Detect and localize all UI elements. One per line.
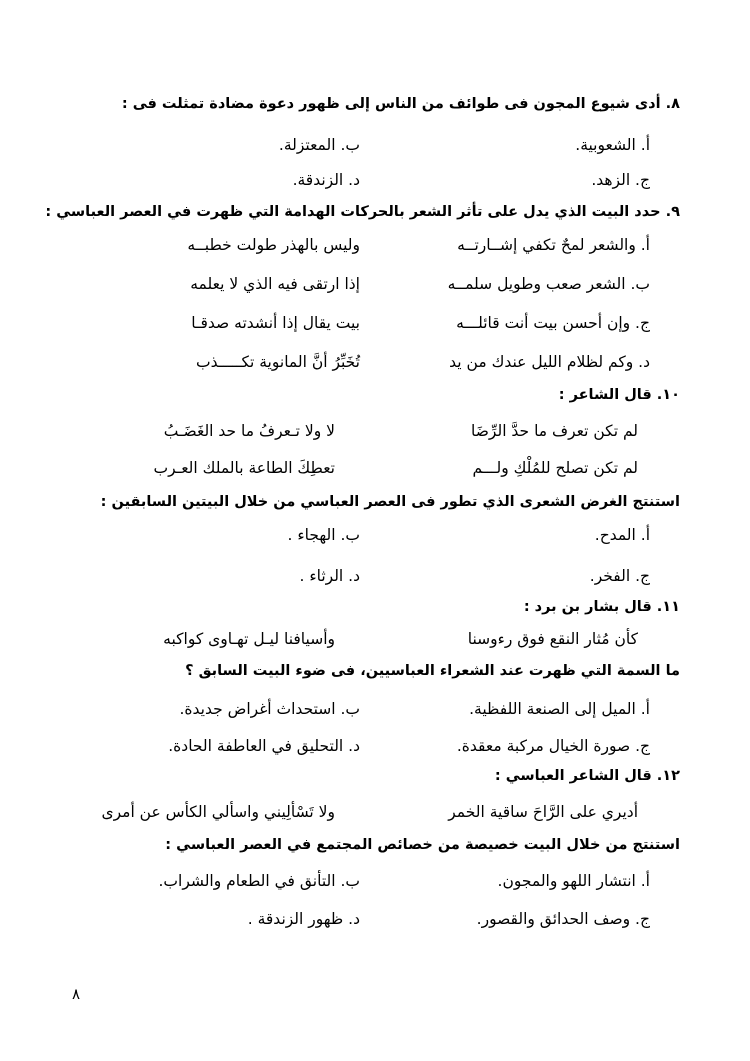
q10-options-row-1 bbox=[60, 522, 680, 548]
question-11-heading: ١١. قال بشار بن برد : bbox=[523, 599, 680, 615]
q8-option-b[interactable]: ب. المعتزلة. bbox=[278, 136, 360, 154]
q8-option-d[interactable]: د. الزندقة. bbox=[292, 171, 360, 189]
q12-option-c[interactable]: ج. وصف الحدائق والقصور. bbox=[476, 910, 650, 928]
q9-option-c-second-hemistich: بيت يقال إذا أنشدته صدقـا bbox=[191, 314, 360, 332]
q9-option-b-first-hemistich: ب. الشعر صعب وطويل سلمــه bbox=[447, 275, 650, 293]
q11-options-row-2 bbox=[60, 733, 680, 759]
q9-option-c-row[interactable] bbox=[60, 310, 680, 336]
page-number: ٨ bbox=[72, 985, 81, 1003]
q10-verse-2-second-hemistich: تعطِكَ الطاعة بالملك العـرب bbox=[153, 459, 335, 477]
q8-options-row-1 bbox=[60, 132, 680, 158]
q8-option-c[interactable]: ج. الزهد. bbox=[591, 171, 650, 189]
q11-option-d[interactable]: د. التحليق في العاطفة الحادة. bbox=[168, 737, 360, 755]
q9-option-c-first-hemistich: ج. وإن أحسن بيت أنت قائلـــه bbox=[456, 314, 650, 332]
q12-verse-second-hemistich: ولا تَسْألِيني واسألي الكأس عن أمرى bbox=[101, 803, 335, 821]
q9-option-d-row[interactable] bbox=[60, 349, 680, 375]
q8-option-a[interactable]: أ. الشعوبية. bbox=[575, 136, 650, 154]
q11-verse-first-hemistich: كأن مُثار النقع فوق رءوسنا bbox=[467, 630, 638, 648]
q11-option-a[interactable]: أ. الميل إلى الصنعة اللفظية. bbox=[469, 700, 650, 718]
q11-option-c[interactable]: ج. صورة الخيال مركبة معقدة. bbox=[456, 737, 650, 755]
q9-option-b-row[interactable] bbox=[60, 271, 680, 297]
q12-options-row-1 bbox=[60, 868, 680, 894]
q9-option-a-first-hemistich: أ. والشعر لمحٌ تكفي إشــارتــه bbox=[457, 236, 650, 254]
q9-option-d-first-hemistich: د. وكم لظلام الليل عندك من يد bbox=[449, 353, 650, 371]
q10-verse-1 bbox=[60, 418, 680, 444]
q10-verse-2 bbox=[60, 455, 680, 481]
question-10-prompt: استنتج الغرض الشعرى الذي تطور فى العصر العباسي من خلال البيتين السابقين : bbox=[100, 494, 680, 510]
question-8-heading: ٨. أدى شيوع المجون فى طوائف من الناس إلى ظهور دعوة مضادة تمثلت فى : bbox=[121, 96, 680, 112]
q9-option-a-row[interactable] bbox=[60, 232, 680, 258]
q9-option-d-second-hemistich: تُخَبِّرُ أنَّ المانوية تكـــــذب bbox=[196, 353, 360, 371]
q10-options-row-2 bbox=[60, 563, 680, 589]
q8-options-row-2 bbox=[60, 167, 680, 193]
q10-verse-1-first-hemistich: لم تكن تعرف ما حدَّ الرِّضَا bbox=[471, 422, 638, 440]
q11-verse-second-hemistich: وأسيافنا ليـل تهـاوى كواكبه bbox=[163, 630, 335, 648]
q12-verse-first-hemistich: أديري على الرَّاحَ ساقية الخمر bbox=[448, 803, 638, 821]
q10-option-b[interactable]: ب. الهجاء . bbox=[287, 526, 360, 544]
question-9-heading: ٩. حدد البيت الذي يدل على تأثر الشعر بالحركات الهدامة التي ظهرت في العصر العباسي : bbox=[45, 204, 680, 220]
q11-verse bbox=[60, 626, 680, 652]
q9-option-a-second-hemistich: وليس بالهذر طولت خطبــه bbox=[187, 236, 360, 254]
q9-option-b-second-hemistich: إذا ارتقى فيه الذي لا يعلمه bbox=[190, 275, 360, 293]
q10-verse-2-first-hemistich: لم تكن تصلح للمُلْكِ ولـــم bbox=[472, 459, 638, 477]
q10-verse-1-second-hemistich: لا ولا تـعرفُ ما حد الغَضَـبُ bbox=[163, 422, 335, 440]
q12-option-b[interactable]: ب. التأنق في الطعام والشراب. bbox=[158, 872, 360, 890]
q10-option-c[interactable]: ج. الفخر. bbox=[589, 567, 650, 585]
question-10-heading: ١٠. قال الشاعر : bbox=[558, 387, 680, 403]
question-12-heading: ١٢. قال الشاعر العباسي : bbox=[494, 768, 680, 784]
q12-verse bbox=[60, 799, 680, 825]
question-12-prompt: استنتج من خلال البيت خصيصة من خصائص المجتمع في العصر العباسي : bbox=[165, 837, 680, 853]
q11-options-row-1 bbox=[60, 696, 680, 722]
q10-option-a[interactable]: أ. المدح. bbox=[594, 526, 650, 544]
question-11-prompt: ما السمة التي ظهرت عند الشعراء العباسيين، فى ضوء البيت السابق ؟ bbox=[185, 663, 680, 679]
q12-options-row-2 bbox=[60, 906, 680, 932]
q10-option-d[interactable]: د. الرثاء . bbox=[299, 567, 360, 585]
q11-option-b[interactable]: ب. استحداث أغراض جديدة. bbox=[179, 700, 360, 718]
q12-option-d[interactable]: د. ظهور الزندقة . bbox=[247, 910, 360, 928]
q12-option-a[interactable]: أ. انتشار اللهو والمجون. bbox=[497, 872, 650, 890]
